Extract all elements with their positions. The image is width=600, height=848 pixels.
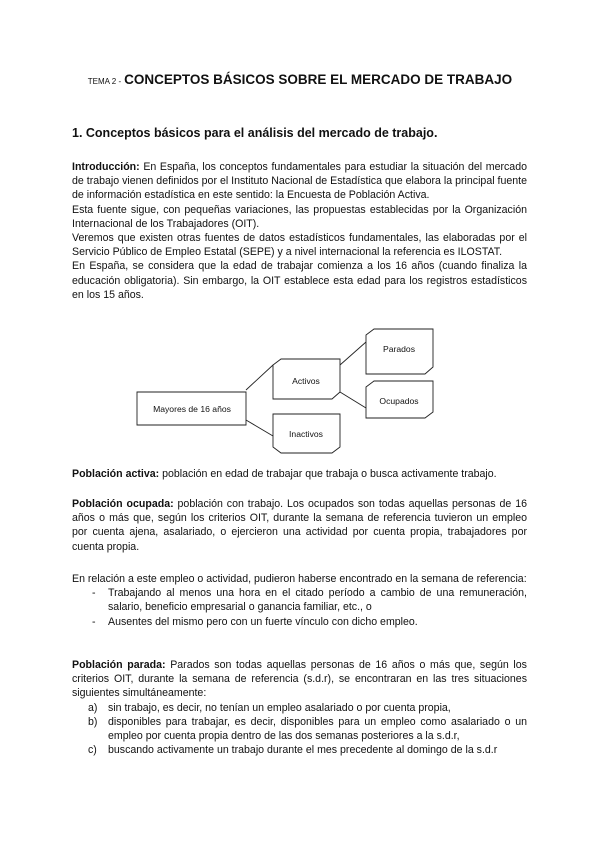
title-main: CONCEPTOS BÁSICOS SOBRE EL MERCADO DE TRABAJO: [124, 72, 513, 87]
node-root-label: Mayores de 16 años: [153, 404, 231, 414]
connector-activos-parados: [340, 342, 366, 365]
relacion-list: [72, 586, 527, 629]
parada-paragraph: [72, 658, 527, 757]
node-inactivos-label: Inactivos: [289, 429, 323, 439]
intro-text-2: Esta fuente sigue, con pequeñas variaciones, las propuestas establecidas por la Organización Internacional de los Trabajadores (OIT).: [72, 203, 527, 230]
connector-root-inactivos: [246, 420, 273, 436]
list-item: - Trabajando al menos una hora en el citado período a cambio de una remuneración, salario, beneficio empresarial o ganancia familiar, etc., o: [92, 587, 527, 614]
activa-label: Población activa:: [72, 468, 160, 480]
relacion-paragraph: [72, 572, 527, 629]
list-item: c) buscando activamente un trabajo durante el mes precedente al domingo de la s.d.r: [88, 744, 498, 757]
ocupada-paragraph: [72, 497, 527, 554]
list-item: - Ausentes del mismo pero con un fuerte vínculo con dicho empleo.: [92, 615, 418, 628]
section-heading: 1. Conceptos básicos para el análisis del mercado de trabajo.: [72, 126, 438, 140]
title-prefix: TEMA 2 -: [87, 77, 122, 86]
intro-label: Introducción:: [72, 161, 140, 173]
parada-list: [72, 701, 527, 758]
intro-text-3: Veremos que existen otras fuentes de datos estadísticos fundamentales, las elaboradas por el Servicio Público de Empleo Estatal (SEPE) y a nivel internacional la referencia es ILOSTAT.: [72, 232, 527, 259]
connector-root-activos: [246, 365, 273, 390]
connector-activos-ocupados: [340, 392, 366, 408]
parada-text: Parados son todas aquellas personas de 16 años o más que, según los criterios OIT, durante la semana de referencia (s.d.r), se encontraran en las tres situaciones siguientes simultáneamente:: [72, 659, 527, 700]
activa-paragraph: [72, 467, 527, 481]
node-parados-label: Parados: [382, 344, 416, 354]
node-ocupados-label: Ocupados: [379, 396, 419, 406]
activa-text: población en edad de trabajar que trabaja o busca activamente trabajo.: [162, 468, 497, 480]
intro-text-1: En España, los conceptos fundamentales para estudiar la situación del mercado de trabajo vienen definidos por el Instituto Nacional de Estadística que elabora la principal fuente de información estadística en este sentido: la Encuesta de Población Activa.: [72, 161, 527, 202]
list-item: b) disponibles para trabajar, es decir, disponibles para un empleo como asalariado o un empleo por cuenta propia dentro de las dos semanas posteriores a la s.d.r,: [88, 715, 527, 743]
node-activos-label: Activos: [292, 376, 320, 386]
ocupada-text: población con trabajo. Los ocupados son todas aquellas personas de 16 años o más que, según los criterios OIT, durante la semana de referencia tuvieron un empleo por cuenta ajena, asalariado, o ejercieron una actividad por cuenta propia, trabajadores por cuenta propia.: [72, 498, 527, 553]
ocupada-label: Población ocupada:: [72, 498, 174, 510]
intro-text-4: En España, se considera que la edad de trabajar comienza a los 16 años (cuando finaliza la educación obligatoria). Sin embargo, la OIT establece esta edad para los registros estadísticos en los 15 años.: [72, 260, 527, 301]
list-item: a) sin trabajo, es decir, no tenían un empleo asalariado o por cuenta propia,: [88, 701, 451, 714]
parada-label: Población parada:: [72, 659, 166, 671]
relacion-text: En relación a este empleo o actividad, pudieron haberse encontrado en la semana de referencia:: [72, 573, 527, 585]
